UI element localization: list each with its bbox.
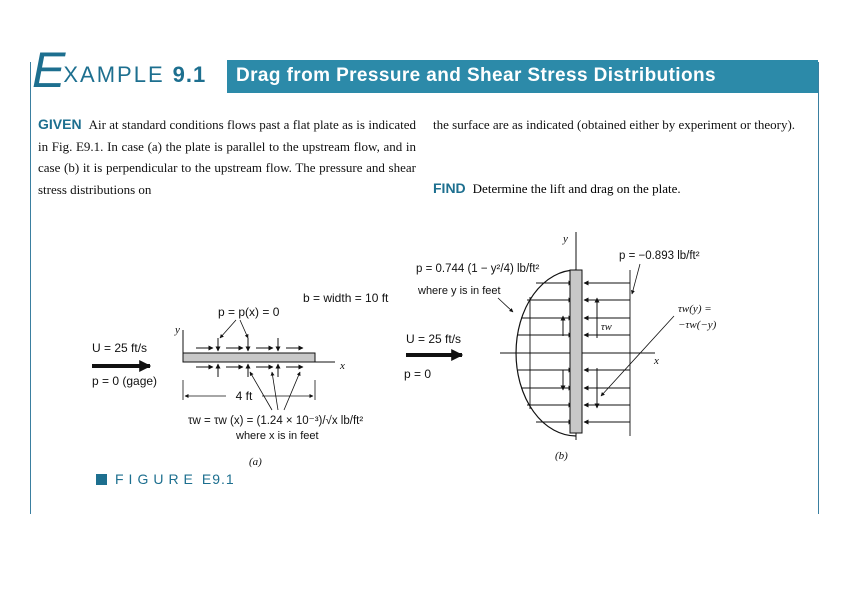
caption-b: (b) <box>555 450 568 462</box>
figure-label-square <box>96 474 107 485</box>
flat-plate-a <box>183 353 315 362</box>
width-label-a: b = width = 10 ft <box>303 291 389 305</box>
caption-a: (a) <box>249 456 262 468</box>
example-number: 9.1 <box>172 62 207 87</box>
figure-word: FIGURE <box>115 471 198 487</box>
pressure-equation-b: p = 0.744 (1 − y²/4) lb/ft² <box>416 263 540 275</box>
pressure-leader-line-b <box>498 298 513 312</box>
figure-b <box>404 232 717 462</box>
pressure-zero-label-b: p = 0 <box>404 367 432 381</box>
velocity-label-a: U = 25 ft/s <box>92 341 148 355</box>
given-keyword: GIVEN <box>38 116 82 132</box>
back-pressure-leader <box>632 264 640 294</box>
example-word: XAMPLE <box>63 62 165 87</box>
back-pressure-label: p = −0.893 lb/ft² <box>619 250 700 262</box>
find-keyword: FIND <box>433 180 466 196</box>
shear-relation-line1: τw(y) = <box>678 303 712 315</box>
pressure-note-b: where y is in feet <box>418 285 501 297</box>
given-text-left: Air at standard conditions flows past a flat plate as is indicated in Fig. E9.1. In case (a) the plate is parallel to the upstream flow, and in case (b) it is perpendicular to the upstream flow. The pressure and shear stress distributions on <box>38 117 416 197</box>
pressure-leader-lines-a <box>220 320 248 338</box>
length-label-a: 4 ft <box>235 389 253 403</box>
example-initial-letter: E <box>32 42 66 98</box>
shear-equation-a: τw = τw (x) = (1.24 × 10⁻³)/√x lb/ft² <box>188 415 364 427</box>
shear-note-a: where x is in feet <box>236 430 319 442</box>
figure-a <box>92 291 389 468</box>
y-axis-label-b: y <box>563 233 568 245</box>
figure-number: E9.1 <box>201 471 235 487</box>
find-text: Determine the lift and drag on the plate. <box>472 181 681 196</box>
velocity-label-b: U = 25 ft/s <box>406 332 462 346</box>
pressure-label-a: p = 0 (gage) <box>92 374 158 388</box>
shear-leader-lines-a <box>250 372 300 410</box>
x-axis-label-a: x <box>340 360 345 372</box>
tau-label-b: τw <box>601 322 612 333</box>
figure-label <box>96 470 235 488</box>
flat-plate-b <box>570 270 582 433</box>
y-axis-label-a: y <box>175 324 180 336</box>
x-axis-label-b: x <box>654 355 659 367</box>
pressure-equation-a: p = p(x) = 0 <box>218 305 280 319</box>
given-text-right: the surface are as indicated (obtained either by experiment or theory). <box>433 117 796 132</box>
example-title: Drag from Pressure and Shear Stress Distributions <box>236 65 716 86</box>
shear-relation-leader <box>601 316 674 396</box>
shear-relation-line2: −τw(−y) <box>678 319 717 331</box>
